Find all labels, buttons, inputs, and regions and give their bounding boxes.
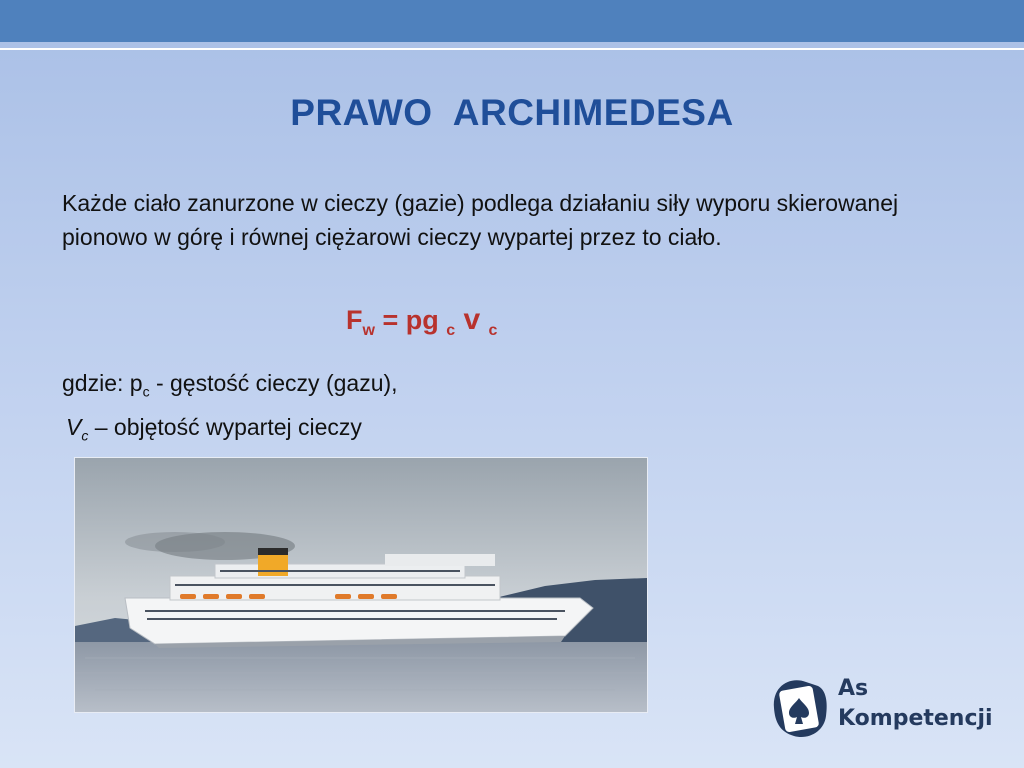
formula-mid: = pg [374, 305, 447, 335]
logo-line-2: Kompetencji [838, 706, 993, 731]
logo-text [838, 674, 993, 734]
formula-v: v [455, 303, 489, 336]
top-bar [0, 0, 1024, 42]
formula-f-sub: w [362, 322, 375, 339]
archimedes-law-text: Każde ciało zanurzone w cieczy (gazie) podlega działaniu siły wyporu skierowanej pionowo w górę i równej ciężarowi cieczy wypartej przez to ciało. [62, 190, 899, 250]
slide-title: PRAWO ARCHIMEDESA [290, 92, 734, 133]
formula-c1: c [446, 322, 456, 339]
density-prefix: gdzie: p [62, 370, 143, 396]
top-divider-line [0, 48, 1024, 50]
spade-card-icon [768, 672, 832, 742]
formula-c2: c [488, 322, 498, 339]
density-definition [62, 370, 398, 400]
formula-f: F [346, 305, 363, 335]
cruise-ship-photo [74, 457, 648, 713]
volume-definition [66, 414, 362, 444]
as-kompetencji-logo [768, 672, 998, 744]
buoyancy-formula [346, 303, 497, 337]
density-sub: c [142, 383, 150, 400]
volume-symbol: V [66, 414, 82, 440]
volume-sub: c [81, 427, 89, 444]
density-suffix: - gęstość cieczy (gazu), [149, 370, 398, 396]
volume-suffix: – objętość wypartej cieczy [88, 414, 362, 440]
logo-line-1: As [838, 676, 869, 701]
